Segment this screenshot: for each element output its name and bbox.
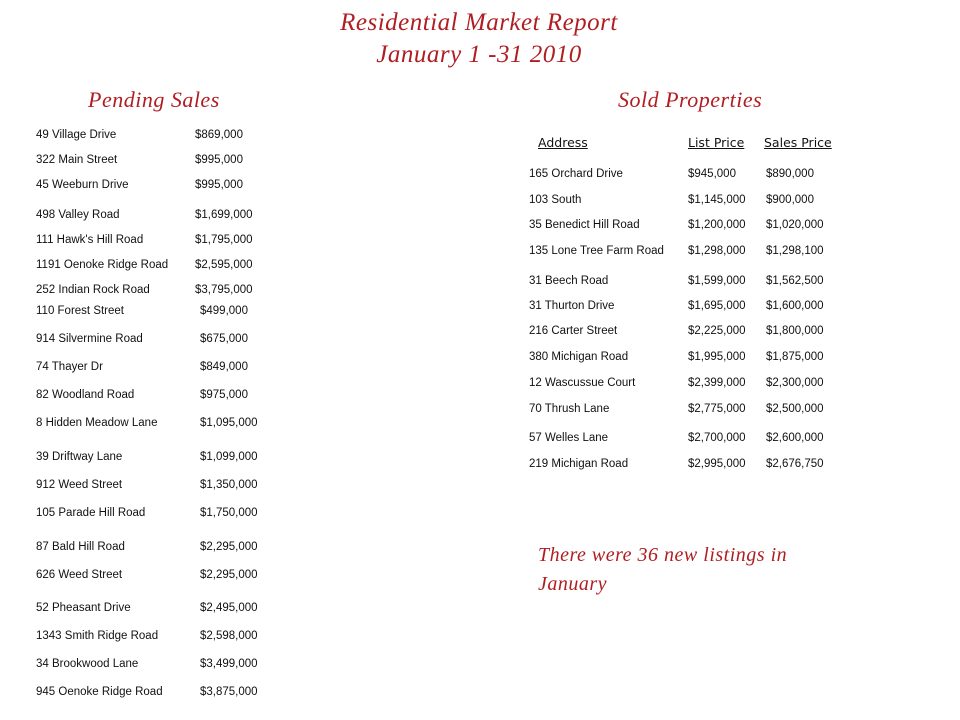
pending-address: 111 Hawk's Hill Road — [36, 234, 144, 246]
pending-price: $995,000 — [195, 154, 243, 166]
pending-price: $1,699,000 — [195, 209, 253, 221]
pending-address: 49 Village Drive — [36, 129, 117, 141]
pending-price: $2,295,000 — [200, 569, 258, 581]
pending-price: $1,795,000 — [195, 234, 253, 246]
pending-price: $849,000 — [200, 361, 248, 373]
pending-price: $2,598,000 — [200, 630, 258, 642]
sold-list-price: $2,700,000 — [688, 432, 746, 444]
pending-address: 87 Bald Hill Road — [36, 541, 125, 553]
pending-price: $499,000 — [200, 305, 248, 317]
sold-properties-heading: Sold Properties — [618, 87, 763, 112]
sold-sales-price: $2,600,000 — [766, 432, 824, 444]
sold-list-price: $945,000 — [688, 168, 736, 180]
pending-address: 82 Woodland Road — [36, 389, 135, 401]
pending-address: 1191 Oenoke Ridge Road — [36, 259, 169, 271]
pending-price: $1,099,000 — [200, 451, 258, 463]
pending-price: $1,095,000 — [200, 417, 258, 429]
pending-address: 1343 Smith Ridge Road — [36, 630, 159, 642]
pending-price: $869,000 — [195, 129, 243, 141]
pending-price: $675,000 — [200, 333, 248, 345]
sold-address: 380 Michigan Road — [529, 351, 629, 363]
sold-address: 70 Thrush Lane — [529, 403, 610, 415]
sold-address: 31 Thurton Drive — [529, 300, 615, 312]
pending-address: 912 Weed Street — [36, 479, 123, 491]
sold-address: 31 Beech Road — [529, 275, 609, 287]
pending-price: $995,000 — [195, 179, 243, 191]
sold-address: 135 Lone Tree Farm Road — [529, 245, 664, 257]
sold-address: 103 South — [529, 194, 582, 206]
sold-address: 35 Benedict Hill Road — [529, 219, 640, 231]
sold-sales-price: $900,000 — [766, 194, 814, 206]
sold-list-price: $2,225,000 — [688, 325, 746, 337]
sold-list-price: $2,399,000 — [688, 377, 746, 389]
pending-address: 105 Parade Hill Road — [36, 507, 146, 519]
sold-sales-price: $1,562,500 — [766, 275, 824, 287]
column-header-sales-price: Sales Price — [764, 135, 832, 150]
new-listings-note: There were 36 new listings in January — [538, 544, 788, 595]
sold-sales-price: $1,600,000 — [766, 300, 824, 312]
sold-sales-price: $1,020,000 — [766, 219, 824, 231]
sold-sales-price: $1,298,100 — [766, 245, 824, 257]
pending-price: $2,595,000 — [195, 259, 253, 271]
pending-address: 8 Hidden Meadow Lane — [36, 417, 158, 429]
pending-address: 252 Indian Rock Road — [36, 284, 150, 296]
sold-sales-price: $1,800,000 — [766, 325, 824, 337]
sold-address: 216 Carter Street — [529, 325, 618, 337]
sold-sales-price: $2,300,000 — [766, 377, 824, 389]
report-title: Residential Market Report — [340, 9, 618, 36]
pending-sales-heading: Pending Sales — [88, 87, 220, 112]
sold-list-price: $1,200,000 — [688, 219, 746, 231]
pending-price: $3,875,000 — [200, 686, 258, 698]
pending-address: 34 Brookwood Lane — [36, 658, 139, 670]
pending-address: 110 Forest Street — [36, 305, 124, 317]
pending-price: $3,499,000 — [200, 658, 258, 670]
column-header-list-price: List Price — [688, 135, 745, 150]
pending-address: 498 Valley Road — [36, 209, 120, 221]
sold-list-price: $2,995,000 — [688, 458, 746, 470]
pending-price: $2,295,000 — [200, 541, 258, 553]
sold-list-price: $1,145,000 — [688, 194, 746, 206]
sold-address: 12 Wascussue Court — [529, 377, 636, 389]
report-subtitle: January 1 -31 2010 — [376, 41, 582, 68]
pending-address: 914 Silvermine Road — [36, 333, 143, 345]
sold-sales-price: $1,875,000 — [766, 351, 824, 363]
pending-price: $2,495,000 — [200, 602, 258, 614]
pending-address: 945 Oenoke Ridge Road — [36, 686, 163, 698]
sold-list-price: $1,695,000 — [688, 300, 746, 312]
sold-list-price: $1,995,000 — [688, 351, 746, 363]
pending-address: 626 Weed Street — [36, 569, 123, 581]
column-header-address: Address — [538, 135, 588, 150]
sold-sales-price: $2,676,750 — [766, 458, 824, 470]
sold-list-price: $1,298,000 — [688, 245, 746, 257]
pending-price: $1,350,000 — [200, 479, 258, 491]
sold-sales-price: $890,000 — [766, 168, 814, 180]
pending-address: 39 Driftway Lane — [36, 451, 123, 463]
pending-address: 45 Weeburn Drive — [36, 179, 129, 191]
sold-address: 219 Michigan Road — [529, 458, 629, 470]
pending-address: 52 Pheasant Drive — [36, 602, 131, 614]
pending-address: 322 Main Street — [36, 154, 118, 166]
pending-price: $975,000 — [200, 389, 248, 401]
pending-price: $1,750,000 — [200, 507, 258, 519]
sold-sales-price: $2,500,000 — [766, 403, 824, 415]
sold-list-price: $1,599,000 — [688, 275, 746, 287]
sold-address: 57 Welles Lane — [529, 432, 609, 444]
sold-list-price: $2,775,000 — [688, 403, 746, 415]
pending-price: $3,795,000 — [195, 284, 253, 296]
pending-address: 74 Thayer Dr — [36, 361, 103, 373]
sold-address: 165 Orchard Drive — [529, 168, 623, 180]
